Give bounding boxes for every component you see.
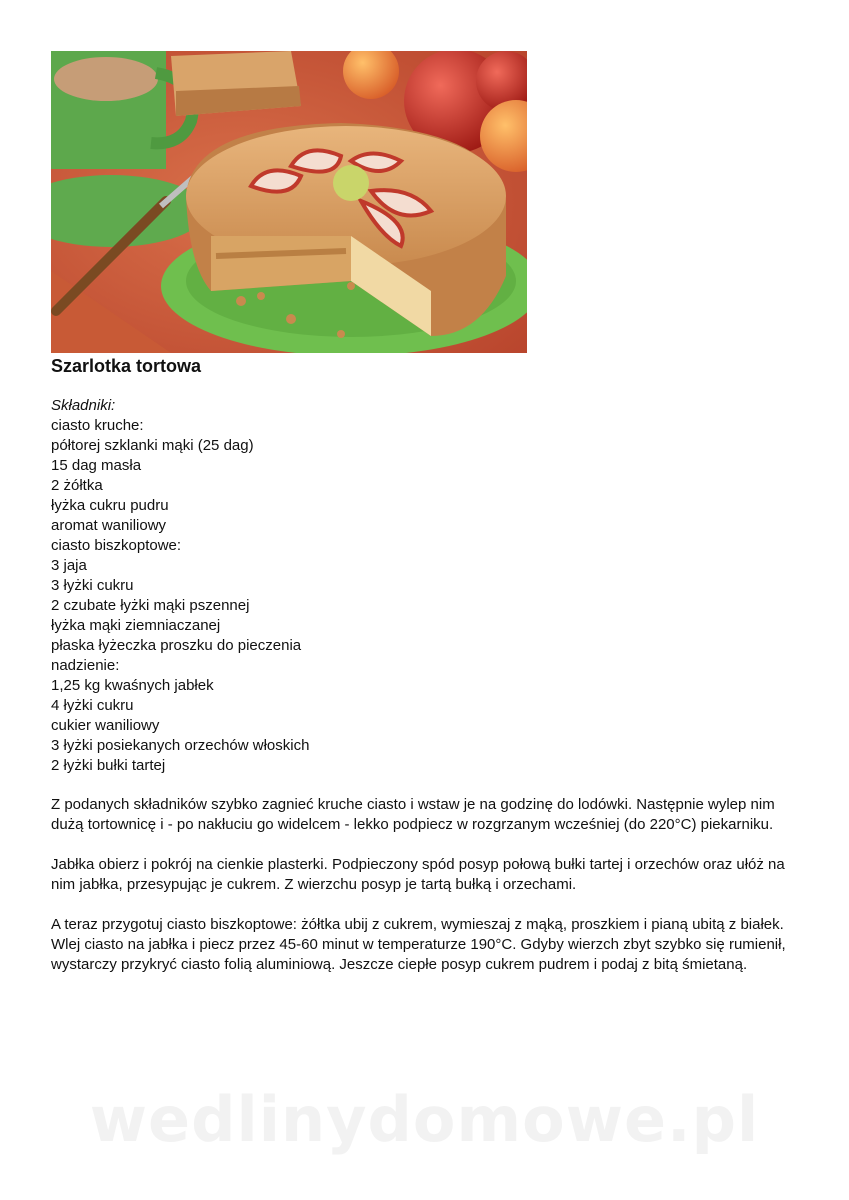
step-paragraph: Jabłka obierz i pokrój na cienkie plasterki. Podpieczony spód posyp połową bułki tartej i orzechów oraz ułóż na nim jabłka, przesypując je cukrem. Z wierzchu posyp je tartą bułką i orzechami. <box>51 856 785 893</box>
ingredient-item: ciasto kruche: <box>51 417 144 434</box>
step-paragraph: A teraz przygotuj ciasto biszkoptowe: żółtka ubij z cukrem, wymieszaj z mąką, proszkiem i pianą ubitą z białek. Wlej ciasto na jabłka i piecz przez 45-60 minut w temperaturze 190°C. Gdyby wierzch zbyt szybko się rumienił, wystarczy przykryć ciasto folią aluminiową. Jeszcze ciepłe posyp cukrem pudrem i podaj z bitą śmietaną. <box>51 916 786 973</box>
ingredient-item: łyżka cukru pudru <box>51 497 169 514</box>
recipe-photo <box>51 51 527 353</box>
ingredient-item: ciasto biszkoptowe: <box>51 537 182 554</box>
ingredient-item: 1,25 kg kwaśnych jabłek <box>51 677 214 694</box>
ingredients-list <box>51 396 309 776</box>
ingredient-item: 4 łyżki cukru <box>51 697 134 714</box>
ingredient-item: aromat waniliowy <box>51 517 167 534</box>
ingredient-item: łyżka mąki ziemniaczanej <box>51 617 221 634</box>
ingredient-item: 3 łyżki cukru <box>51 577 134 594</box>
watermark: wedlinydomowe.pl <box>89 1083 760 1156</box>
ingredient-item: płaska łyżeczka proszku do pieczenia <box>51 637 302 654</box>
ingredient-item: 2 łyżki bułki tartej <box>51 757 166 774</box>
ingredient-item: półtorej szklanki mąki (25 dag) <box>51 437 254 454</box>
ingredient-item: 2 żółtka <box>51 477 103 494</box>
recipe-title: Szarlotka tortowa <box>51 356 202 376</box>
ingredient-item: 2 czubate łyżki mąki pszennej <box>51 597 250 614</box>
ingredients-label: Składniki: <box>51 397 116 414</box>
ingredient-item: 3 łyżki posiekanych orzechów włoskich <box>51 737 310 754</box>
ingredient-item: nadzienie: <box>51 657 120 674</box>
step-paragraph: Z podanych składników szybko zagnieć kruche ciasto i wstaw je na godzinę do lodówki. Następnie wylep nim dużą tortownicę i - po nakłuciu go widelcem - lekko podpiecz w rozgrzanym wcześniej (do 220°C) piekarniku. <box>51 796 775 833</box>
ingredient-item: cukier waniliowy <box>51 717 160 734</box>
preparation-steps <box>51 795 811 995</box>
ingredient-item: 15 dag masła <box>51 457 142 474</box>
ingredient-item: 3 jaja <box>51 557 87 574</box>
